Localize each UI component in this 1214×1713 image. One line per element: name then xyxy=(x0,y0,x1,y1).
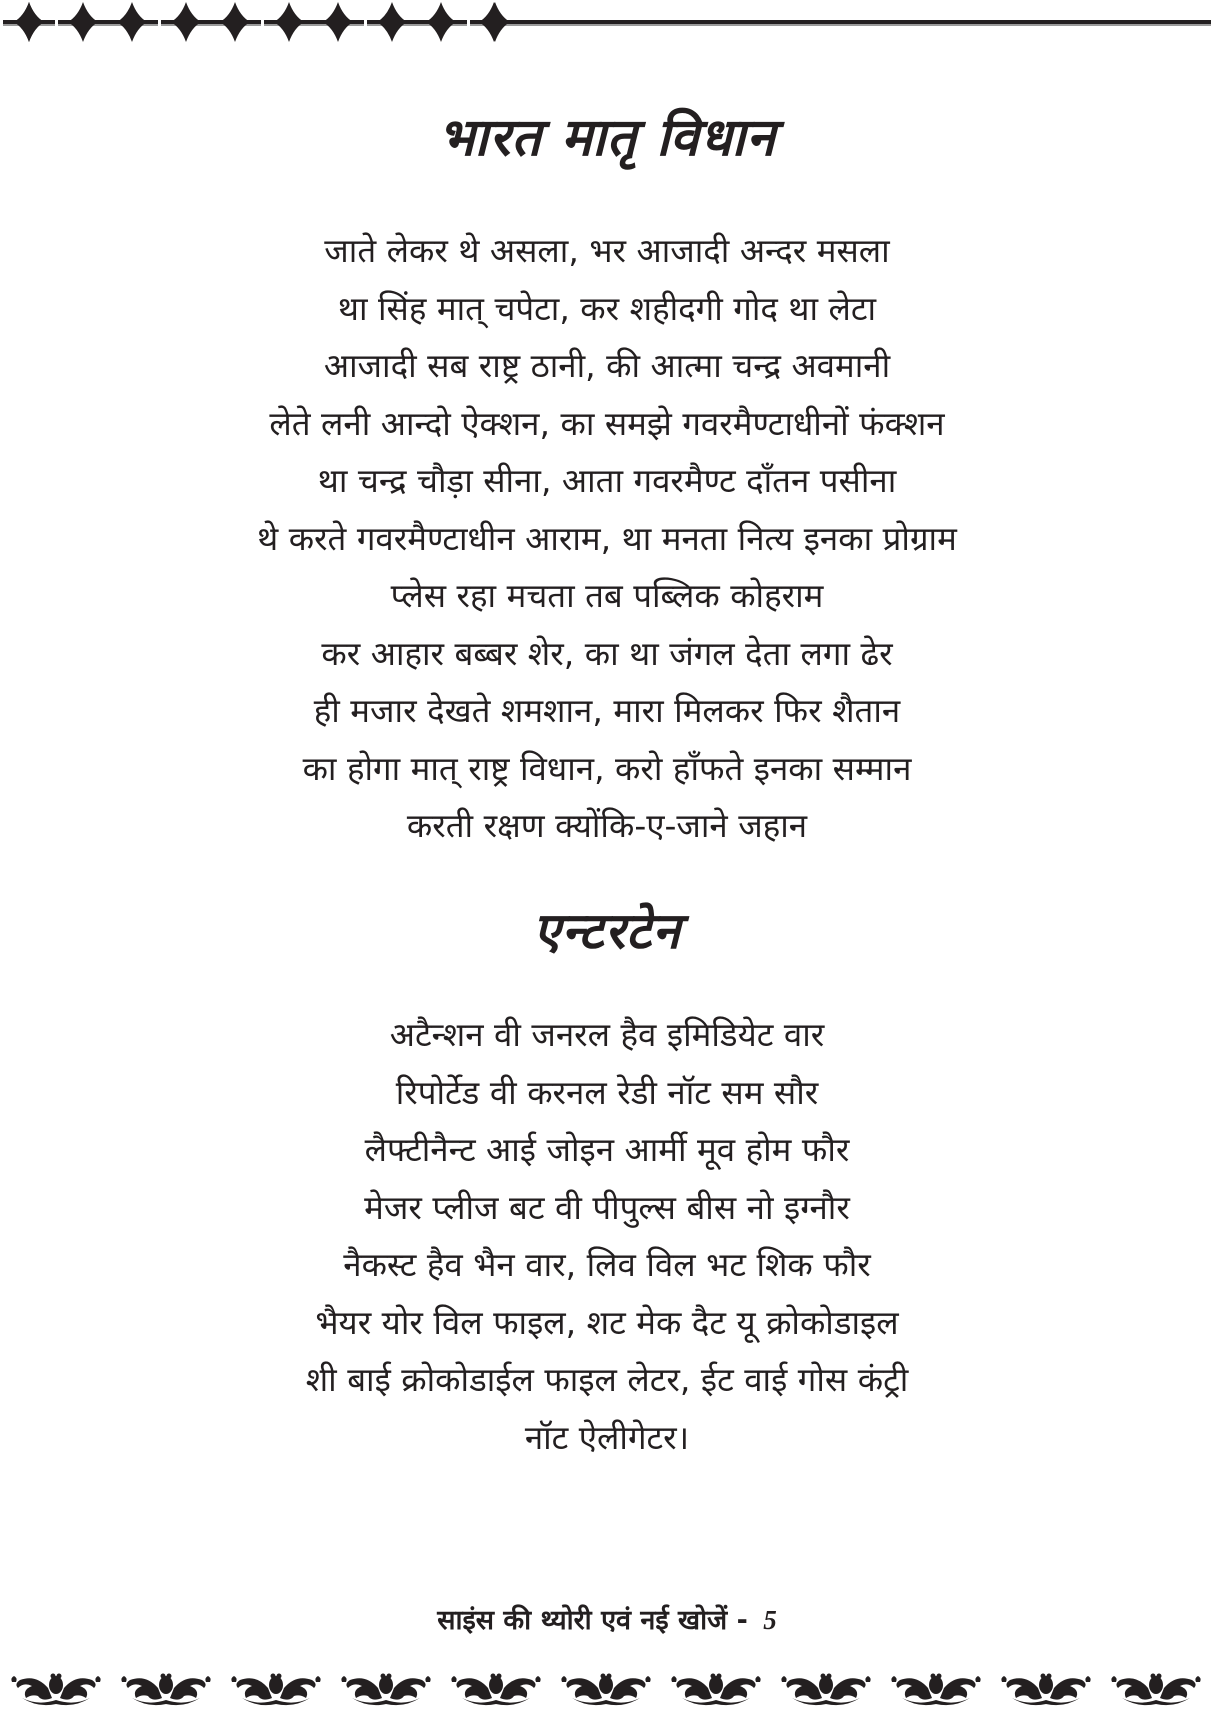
poem-line: रिपोर्टेड वी करनल रेडी नॉट सम सौर xyxy=(395,1072,819,1112)
poem-line: नॉट ऐलीगेटर। xyxy=(524,1417,690,1457)
poem-line: प्लेस रहा मचता तब पब्लिक कोहराम xyxy=(390,576,824,615)
poem-line: लेते लनी आन्दो ऐक्शन, का समझे गवरमैण्टाधीनों फंक्शन xyxy=(269,403,945,443)
poem-line: कर आहार बब्बर शेर, का था जंगल देता लगा ढेर xyxy=(321,633,893,673)
poem-line: नैकस्ट हैव भैन वार, लिव विल भट शिक फौर xyxy=(343,1245,871,1284)
section-title-bharat-matru-vidhan: भारत मातृ विधान xyxy=(437,108,777,168)
page-number: 5 xyxy=(763,1605,777,1635)
poem-stanza-2 xyxy=(0,1006,1214,1466)
poem-line: लैफ्टीनैन्ट आई जोइन आर्मी मूव होम फौर xyxy=(364,1130,850,1169)
footer-separator: - xyxy=(736,1605,748,1636)
poem-line: आजादी सब राष्ट्र ठानी, की आत्मा चन्द्र अवमानी xyxy=(323,346,891,385)
poem-line: शी बाई क्रोकोडाईल फाइल लेटर, ईट वाई गोस कंट्री xyxy=(305,1360,909,1399)
bottom-floral-border-icon xyxy=(0,1668,1214,1708)
top-diamond-border-icon xyxy=(0,0,1214,44)
poem-line: जाते लेकर थे असला, भर आजादी अन्दर मसला xyxy=(324,231,890,270)
poem-stanza-1 xyxy=(0,222,1214,855)
poem-line: मेजर प्लीज बट वी पीपुल्स बीस नो इग्नौर xyxy=(364,1187,850,1227)
poem-line: अटैन्शन वी जनरल हैव इमिडियेट वार xyxy=(389,1015,825,1054)
poem-line: थे करते गवरमैण्टाधीन आराम, था मनता नित्य इनका प्रोग्राम xyxy=(257,518,957,558)
poem-line: ही मजार देखते शमशान, मारा मिलकर फिर शैतान xyxy=(313,691,901,730)
page-footer xyxy=(0,1600,1214,1637)
poem-line: था चन्द्र चौड़ा सीना, आता गवरमैण्ट दाँतन पसीना xyxy=(317,461,897,500)
poem-line: भैयर योर विल फाइल, शट मेक दैट यू क्रोकोडाइल xyxy=(315,1302,899,1342)
section-title-entertain: एन्टरटेन xyxy=(533,902,681,960)
book-title: साइंस की थ्योरी एवं नई खोजें xyxy=(437,1605,728,1636)
poem-line: करती रक्षण क्योंकि-ए-जाने जहान xyxy=(406,806,808,845)
poem-line: का होगा मात् राष्ट्र विधान, करो हाँफते इनका सम्मान xyxy=(302,748,912,788)
poem-line: था सिंह मात् चपेटा, कर शहीदगी गोद था लेटा xyxy=(337,288,877,328)
